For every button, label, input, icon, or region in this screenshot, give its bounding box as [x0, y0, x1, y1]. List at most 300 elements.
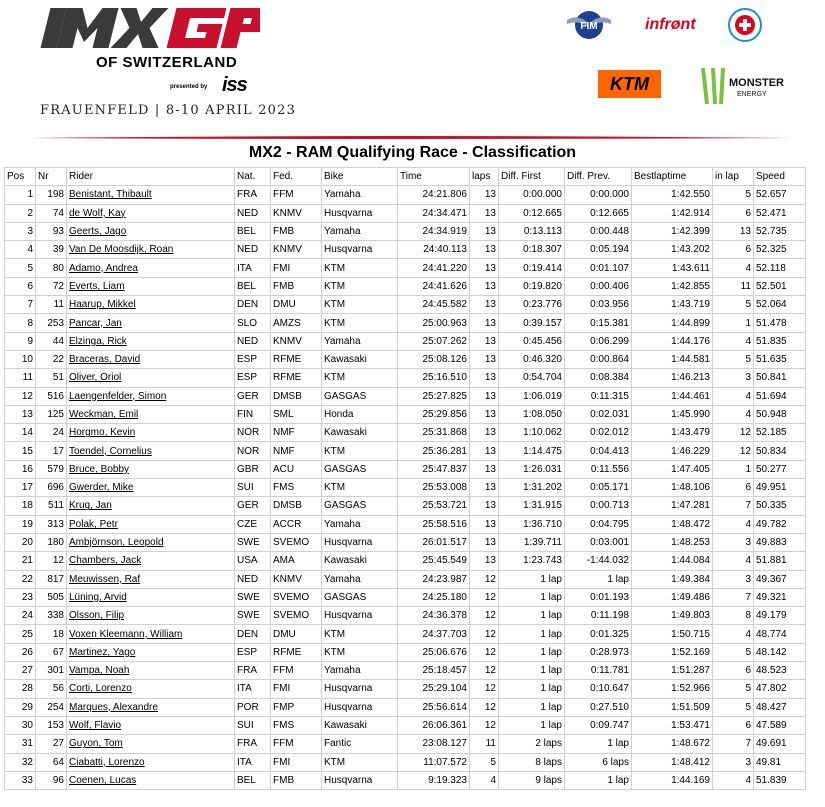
table-row — [5, 387, 806, 405]
cell-time: 25:29.104 — [398, 680, 470, 698]
cell-time: 25:31.868 — [398, 424, 470, 442]
cell-rider[interactable]: Meuwissen, Raf — [67, 570, 235, 588]
cell-nat: GER — [235, 497, 271, 515]
cell-diff-prev: 0:01.325 — [565, 625, 632, 643]
cell-fed: KNMV — [271, 332, 322, 350]
table-row — [5, 662, 806, 680]
cell-speed: 51.839 — [754, 771, 806, 789]
cell-rider[interactable]: Vampa, Noah — [67, 662, 235, 680]
cell-rider[interactable]: Geerts, Jago — [67, 222, 235, 240]
cell-speed: 51.881 — [754, 552, 806, 570]
cell-rider[interactable]: Krug, Jan — [67, 497, 235, 515]
cell-rider[interactable]: Marques, Alexandre — [67, 698, 235, 716]
cell-fed: FMB — [271, 277, 322, 295]
cell-fed: DMU — [271, 296, 322, 314]
cell-bestlaptime: 1:44.461 — [632, 387, 713, 405]
cell-speed: 51.478 — [754, 314, 806, 332]
cell-bike: KTM — [322, 625, 398, 643]
cell-rider[interactable]: Oliver, Oriol — [67, 369, 235, 387]
cell-time: 25:06.676 — [398, 643, 470, 661]
cell-laps: 13 — [470, 497, 499, 515]
cell-nat: ITA — [235, 680, 271, 698]
cell-diff-first: 0:19.820 — [499, 277, 565, 295]
cell-in-lap: 5 — [713, 186, 754, 204]
cell-nat: SUI — [235, 716, 271, 734]
cell-rider[interactable]: Gwerder, Mike — [67, 479, 235, 497]
cell-pos: 25 — [5, 625, 36, 643]
cell-speed: 52.501 — [754, 277, 806, 295]
cell-nr: 11 — [36, 296, 67, 314]
cell-speed: 49.367 — [754, 570, 806, 588]
cell-time: 25:58.516 — [398, 515, 470, 533]
cell-diff-prev: 1 lap — [565, 735, 632, 753]
table-row — [5, 314, 806, 332]
cell-bike: KTM — [322, 753, 398, 771]
cell-speed: 49.179 — [754, 607, 806, 625]
cell-bestlaptime: 1:44.176 — [632, 332, 713, 350]
table-row — [5, 570, 806, 588]
cell-nr: 51 — [36, 369, 67, 387]
cell-nat: DEN — [235, 296, 271, 314]
cell-in-lap: 4 — [713, 259, 754, 277]
table-row — [5, 533, 806, 551]
cell-diff-first: 0:45.456 — [499, 332, 565, 350]
cell-rider[interactable]: Horgmo, Kevin — [67, 424, 235, 442]
cell-laps: 13 — [470, 259, 499, 277]
cell-bestlaptime: 1:42.399 — [632, 222, 713, 240]
cell-laps: 12 — [470, 716, 499, 734]
cell-fed: FFM — [271, 662, 322, 680]
cell-diff-first: 0:19.414 — [499, 259, 565, 277]
cell-fed: KNMV — [271, 570, 322, 588]
cell-speed: 51.635 — [754, 350, 806, 368]
cell-bestlaptime: 1:44.084 — [632, 552, 713, 570]
cell-rider[interactable]: Haarup, Mikkel — [67, 296, 235, 314]
logo-subtitle: OF SWITZERLAND — [96, 54, 238, 71]
cell-bestlaptime: 1:48.672 — [632, 735, 713, 753]
cell-pos: 22 — [5, 570, 36, 588]
cell-speed: 48.523 — [754, 662, 806, 680]
cell-laps: 13 — [470, 369, 499, 387]
cell-laps: 12 — [470, 698, 499, 716]
cell-pos: 4 — [5, 241, 36, 259]
cell-pos: 19 — [5, 515, 36, 533]
cell-rider[interactable]: Van De Moosdijk, Roan — [67, 241, 235, 259]
cell-diff-prev: 0:04.795 — [565, 515, 632, 533]
cell-in-lap: 4 — [713, 332, 754, 350]
cell-rider[interactable]: Pancar, Jan — [67, 314, 235, 332]
cell-nat: ITA — [235, 753, 271, 771]
cell-diff-prev: 0:11.556 — [565, 460, 632, 478]
cell-diff-first: 0:23.776 — [499, 296, 565, 314]
cell-fed: FMS — [271, 716, 322, 734]
cell-time: 24:23.987 — [398, 570, 470, 588]
cell-bike: KTM — [322, 259, 398, 277]
table-row — [5, 186, 806, 204]
cell-nr: 93 — [36, 222, 67, 240]
cell-time: 24:25.180 — [398, 588, 470, 606]
cell-rider[interactable]: Polak, Petr — [67, 515, 235, 533]
cell-pos: 3 — [5, 222, 36, 240]
cell-rider[interactable]: Martinez, Yago — [67, 643, 235, 661]
column-header-fed: Fed. — [271, 168, 322, 186]
cell-pos: 14 — [5, 424, 36, 442]
cell-fed: FMI — [271, 259, 322, 277]
cell-laps: 13 — [470, 479, 499, 497]
cell-nr: 125 — [36, 405, 67, 423]
cell-bestlaptime: 1:48.472 — [632, 515, 713, 533]
cell-in-lap: 6 — [713, 204, 754, 222]
cell-pos: 7 — [5, 296, 36, 314]
cell-time: 25:47.837 — [398, 460, 470, 478]
cell-nat: NED — [235, 204, 271, 222]
cell-pos: 16 — [5, 460, 36, 478]
table-row — [5, 515, 806, 533]
cell-laps: 11 — [470, 735, 499, 753]
cell-rider[interactable]: Wolf, Flavio — [67, 716, 235, 734]
cell-fed: NMF — [271, 424, 322, 442]
cell-bestlaptime: 1:48.253 — [632, 533, 713, 551]
cell-diff-prev: 0:11.198 — [565, 607, 632, 625]
cell-diff-prev: 0:15.381 — [565, 314, 632, 332]
cell-diff-prev: 0:04.413 — [565, 442, 632, 460]
cell-pos: 12 — [5, 387, 36, 405]
cell-nr: 67 — [36, 643, 67, 661]
cell-time: 11:07.572 — [398, 753, 470, 771]
cell-diff-prev: 0:00.713 — [565, 497, 632, 515]
cell-rider[interactable]: Braceras, David — [67, 350, 235, 368]
cell-time: 25:07.262 — [398, 332, 470, 350]
cell-time: 24:36.378 — [398, 607, 470, 625]
cell-in-lap: 5 — [713, 296, 754, 314]
cell-nr: 74 — [36, 204, 67, 222]
cell-in-lap: 6 — [713, 662, 754, 680]
cell-nr: 313 — [36, 515, 67, 533]
cell-nr: 253 — [36, 314, 67, 332]
cell-laps: 13 — [470, 405, 499, 423]
cell-diff-first: 1:31.915 — [499, 497, 565, 515]
cell-nat: DEN — [235, 625, 271, 643]
table-row — [5, 332, 806, 350]
cell-pos: 20 — [5, 533, 36, 551]
cell-speed: 50.948 — [754, 405, 806, 423]
cell-speed: 52.185 — [754, 424, 806, 442]
table-row — [5, 716, 806, 734]
cell-pos: 31 — [5, 735, 36, 753]
cell-rider[interactable]: de Wolf, Kay — [67, 204, 235, 222]
cell-bike: KTM — [322, 277, 398, 295]
cell-diff-first: 1 lap — [499, 625, 565, 643]
cell-speed: 48.427 — [754, 698, 806, 716]
cell-time: 24:34.919 — [398, 222, 470, 240]
cell-pos: 8 — [5, 314, 36, 332]
cell-in-lap: 3 — [713, 533, 754, 551]
cell-pos: 17 — [5, 479, 36, 497]
header — [0, 0, 825, 140]
cell-pos: 26 — [5, 643, 36, 661]
cell-time: 25:18.457 — [398, 662, 470, 680]
cell-pos: 6 — [5, 277, 36, 295]
cell-diff-prev: 0:00.448 — [565, 222, 632, 240]
cell-fed: FFM — [271, 735, 322, 753]
cell-diff-first: 1 lap — [499, 698, 565, 716]
cell-bestlaptime: 1:49.486 — [632, 588, 713, 606]
cell-bestlaptime: 1:52.169 — [632, 643, 713, 661]
cell-time: 25:29.856 — [398, 405, 470, 423]
cell-bestlaptime: 1:48.412 — [632, 753, 713, 771]
cell-time: 25:00.963 — [398, 314, 470, 332]
column-header-time: Time — [398, 168, 470, 186]
table-row — [5, 259, 806, 277]
cell-speed: 51.835 — [754, 332, 806, 350]
cell-speed: 49.691 — [754, 735, 806, 753]
cell-time: 24:40.113 — [398, 241, 470, 259]
column-header-diff-prev: Diff. Prev. — [565, 168, 632, 186]
cell-bestlaptime: 1:52.966 — [632, 680, 713, 698]
cell-nr: 696 — [36, 479, 67, 497]
cell-bestlaptime: 1:43.479 — [632, 424, 713, 442]
cell-time: 25:53.008 — [398, 479, 470, 497]
cell-diff-prev: 0:02.012 — [565, 424, 632, 442]
cell-nr: 22 — [36, 350, 67, 368]
table-row — [5, 698, 806, 716]
cell-rider[interactable]: Olsson, Filip — [67, 607, 235, 625]
cell-time: 25:56.614 — [398, 698, 470, 716]
cell-pos: 30 — [5, 716, 36, 734]
cell-in-lap: 6 — [713, 241, 754, 259]
cell-diff-first: 1 lap — [499, 662, 565, 680]
table-row — [5, 296, 806, 314]
cell-bestlaptime: 1:42.914 — [632, 204, 713, 222]
cell-pos: 32 — [5, 753, 36, 771]
cell-speed: 51.694 — [754, 387, 806, 405]
cell-diff-prev: 0:03.001 — [565, 533, 632, 551]
cell-in-lap: 5 — [713, 698, 754, 716]
cell-diff-first: 0:18.307 — [499, 241, 565, 259]
cell-rider[interactable]: Guyon, Tom — [67, 735, 235, 753]
cell-nat: SLO — [235, 314, 271, 332]
column-header-bike: Bike — [322, 168, 398, 186]
cell-laps: 4 — [470, 771, 499, 789]
cell-laps: 5 — [470, 753, 499, 771]
cell-bike: GASGAS — [322, 387, 398, 405]
cell-diff-prev: 0:11.315 — [565, 387, 632, 405]
cell-speed: 49.782 — [754, 515, 806, 533]
monster-energy-logo — [697, 64, 785, 108]
cell-bestlaptime: 1:46.229 — [632, 442, 713, 460]
cell-speed: 48.774 — [754, 625, 806, 643]
cell-bestlaptime: 1:49.384 — [632, 570, 713, 588]
cell-speed: 47.802 — [754, 680, 806, 698]
cell-laps: 12 — [470, 625, 499, 643]
cell-pos: 21 — [5, 552, 36, 570]
cell-bike: Kawasaki — [322, 350, 398, 368]
cell-laps: 13 — [470, 204, 499, 222]
cell-nat: BEL — [235, 277, 271, 295]
cell-diff-first: 1:10.062 — [499, 424, 565, 442]
cell-in-lap: 7 — [713, 497, 754, 515]
cell-bestlaptime: 1:43.202 — [632, 241, 713, 259]
cell-time: 23:08.127 — [398, 735, 470, 753]
cell-nr: 80 — [36, 259, 67, 277]
cell-nat: NOR — [235, 442, 271, 460]
cell-diff-first: 1:26.031 — [499, 460, 565, 478]
cell-laps: 12 — [470, 570, 499, 588]
cell-rider[interactable]: Everts, Liam — [67, 277, 235, 295]
cell-pos: 15 — [5, 442, 36, 460]
table-row — [5, 405, 806, 423]
cell-speed: 52.325 — [754, 241, 806, 259]
cell-rider[interactable]: Bruce, Bobby — [67, 460, 235, 478]
cell-in-lap: 4 — [713, 515, 754, 533]
cell-time: 25:53.721 — [398, 497, 470, 515]
cell-bike: Yamaha — [322, 570, 398, 588]
cell-bike: GASGAS — [322, 460, 398, 478]
cell-nr: 579 — [36, 460, 67, 478]
cell-time: 26:01.517 — [398, 533, 470, 551]
cell-pos: 10 — [5, 350, 36, 368]
cell-rider[interactable]: Toendel, Cornelius — [67, 442, 235, 460]
cell-fed: AMA — [271, 552, 322, 570]
cell-diff-first: 1:08.050 — [499, 405, 565, 423]
cell-fed: DMSB — [271, 387, 322, 405]
cell-diff-first: 0:00.000 — [499, 186, 565, 204]
column-header-nr: Nr — [36, 168, 67, 186]
cell-diff-prev: 0:00.000 — [565, 186, 632, 204]
cell-bike: Yamaha — [322, 332, 398, 350]
table-row — [5, 277, 806, 295]
column-header-speed: Speed — [754, 168, 806, 186]
cell-diff-first: 1 lap — [499, 643, 565, 661]
cell-diff-first: 0:13.113 — [499, 222, 565, 240]
column-header-diff-first: Diff. First — [499, 168, 565, 186]
cell-time: 25:08.126 — [398, 350, 470, 368]
cell-nr: 301 — [36, 662, 67, 680]
cell-bike: KTM — [322, 442, 398, 460]
cell-nat: SWE — [235, 607, 271, 625]
cell-speed: 52.735 — [754, 222, 806, 240]
cell-bestlaptime: 1:51.509 — [632, 698, 713, 716]
cell-laps: 13 — [470, 552, 499, 570]
iss-logo: iss — [222, 74, 247, 96]
cell-speed: 52.064 — [754, 296, 806, 314]
cell-diff-prev: 0:09.747 — [565, 716, 632, 734]
cell-fed: ACCR — [271, 515, 322, 533]
cell-time: 24:41.626 — [398, 277, 470, 295]
cell-speed: 50.277 — [754, 460, 806, 478]
cell-bestlaptime: 1:48.106 — [632, 479, 713, 497]
cell-diff-prev: 0:01.193 — [565, 588, 632, 606]
cell-nat: POR — [235, 698, 271, 716]
cell-nr: 516 — [36, 387, 67, 405]
cell-diff-prev: 0:27.510 — [565, 698, 632, 716]
cell-rider[interactable]: Ambjörnson, Leopold — [67, 533, 235, 551]
cell-in-lap: 3 — [713, 570, 754, 588]
fim-logo — [565, 8, 613, 42]
cell-in-lap: 4 — [713, 771, 754, 789]
cell-rider[interactable]: Ciabatti, Lorenzo — [67, 753, 235, 771]
cell-nat: NED — [235, 241, 271, 259]
cell-fed: KNMV — [271, 241, 322, 259]
cell-in-lap: 5 — [713, 643, 754, 661]
cell-rider[interactable]: Voxen Kleemann, William — [67, 625, 235, 643]
classification-table — [4, 167, 806, 790]
cell-speed: 48.142 — [754, 643, 806, 661]
cell-bestlaptime: 1:44.581 — [632, 350, 713, 368]
cell-nat: ESP — [235, 369, 271, 387]
cell-nr: 72 — [36, 277, 67, 295]
cell-diff-first: 1:14.475 — [499, 442, 565, 460]
cell-diff-first: 1:39.711 — [499, 533, 565, 551]
cell-laps: 12 — [470, 588, 499, 606]
cell-bike: KTM — [322, 479, 398, 497]
cell-nat: FIN — [235, 405, 271, 423]
cell-bike: Yamaha — [322, 515, 398, 533]
column-header-in-lap: in lap — [713, 168, 754, 186]
cell-time: 26:06.361 — [398, 716, 470, 734]
cell-diff-prev: 0:28.973 — [565, 643, 632, 661]
cell-rider[interactable]: Weckman, Emil — [67, 405, 235, 423]
cell-in-lap: 11 — [713, 277, 754, 295]
table-row — [5, 460, 806, 478]
cell-nr: 39 — [36, 241, 67, 259]
infront-logo: infrønt — [645, 16, 696, 33]
cell-bestlaptime: 1:51.287 — [632, 662, 713, 680]
cell-bike: Husqvarna — [322, 533, 398, 551]
cell-bike: Kawasaki — [322, 424, 398, 442]
cell-pos: 23 — [5, 588, 36, 606]
cell-nr: 96 — [36, 771, 67, 789]
cell-bike: KTM — [322, 314, 398, 332]
cell-bike: Husqvarna — [322, 680, 398, 698]
cell-rider[interactable]: Coenen, Lucas — [67, 771, 235, 789]
cell-rider[interactable]: Elzinga, Rick — [67, 332, 235, 350]
cell-laps: 13 — [470, 296, 499, 314]
cell-diff-prev: 6 laps — [565, 753, 632, 771]
cell-pos: 2 — [5, 204, 36, 222]
cell-time: 25:36.281 — [398, 442, 470, 460]
cell-time: 25:45.549 — [398, 552, 470, 570]
cell-diff-first: 1 lap — [499, 716, 565, 734]
cell-in-lap: 4 — [713, 625, 754, 643]
cell-rider[interactable]: Corti, Lorenzo — [67, 680, 235, 698]
cell-fed: FMI — [271, 753, 322, 771]
cell-speed: 52.118 — [754, 259, 806, 277]
table-row — [5, 625, 806, 643]
column-header-rider: Rider — [67, 168, 235, 186]
cell-laps: 12 — [470, 643, 499, 661]
cell-bike: Kawasaki — [322, 552, 398, 570]
cell-rider[interactable]: Lüning, Arvid — [67, 588, 235, 606]
table-row — [5, 680, 806, 698]
cell-rider[interactable]: Benistant, Thibault — [67, 186, 235, 204]
cell-fed: RFME — [271, 369, 322, 387]
cell-in-lap: 6 — [713, 479, 754, 497]
cell-rider[interactable]: Adamo, Andrea — [67, 259, 235, 277]
cell-rider[interactable]: Chambers, Jack — [67, 552, 235, 570]
cell-rider[interactable]: Laengenfelder, Simon — [67, 387, 235, 405]
cell-fed: FMP — [271, 698, 322, 716]
cell-laps: 13 — [470, 424, 499, 442]
cell-bestlaptime: 1:49.803 — [632, 607, 713, 625]
cell-diff-first: 1:06.019 — [499, 387, 565, 405]
cell-nr: 254 — [36, 698, 67, 716]
cell-fed: SVEMO — [271, 607, 322, 625]
cell-pos: 28 — [5, 680, 36, 698]
cell-time: 24:21.806 — [398, 186, 470, 204]
cell-nr: 505 — [36, 588, 67, 606]
cell-time: 24:34.471 — [398, 204, 470, 222]
